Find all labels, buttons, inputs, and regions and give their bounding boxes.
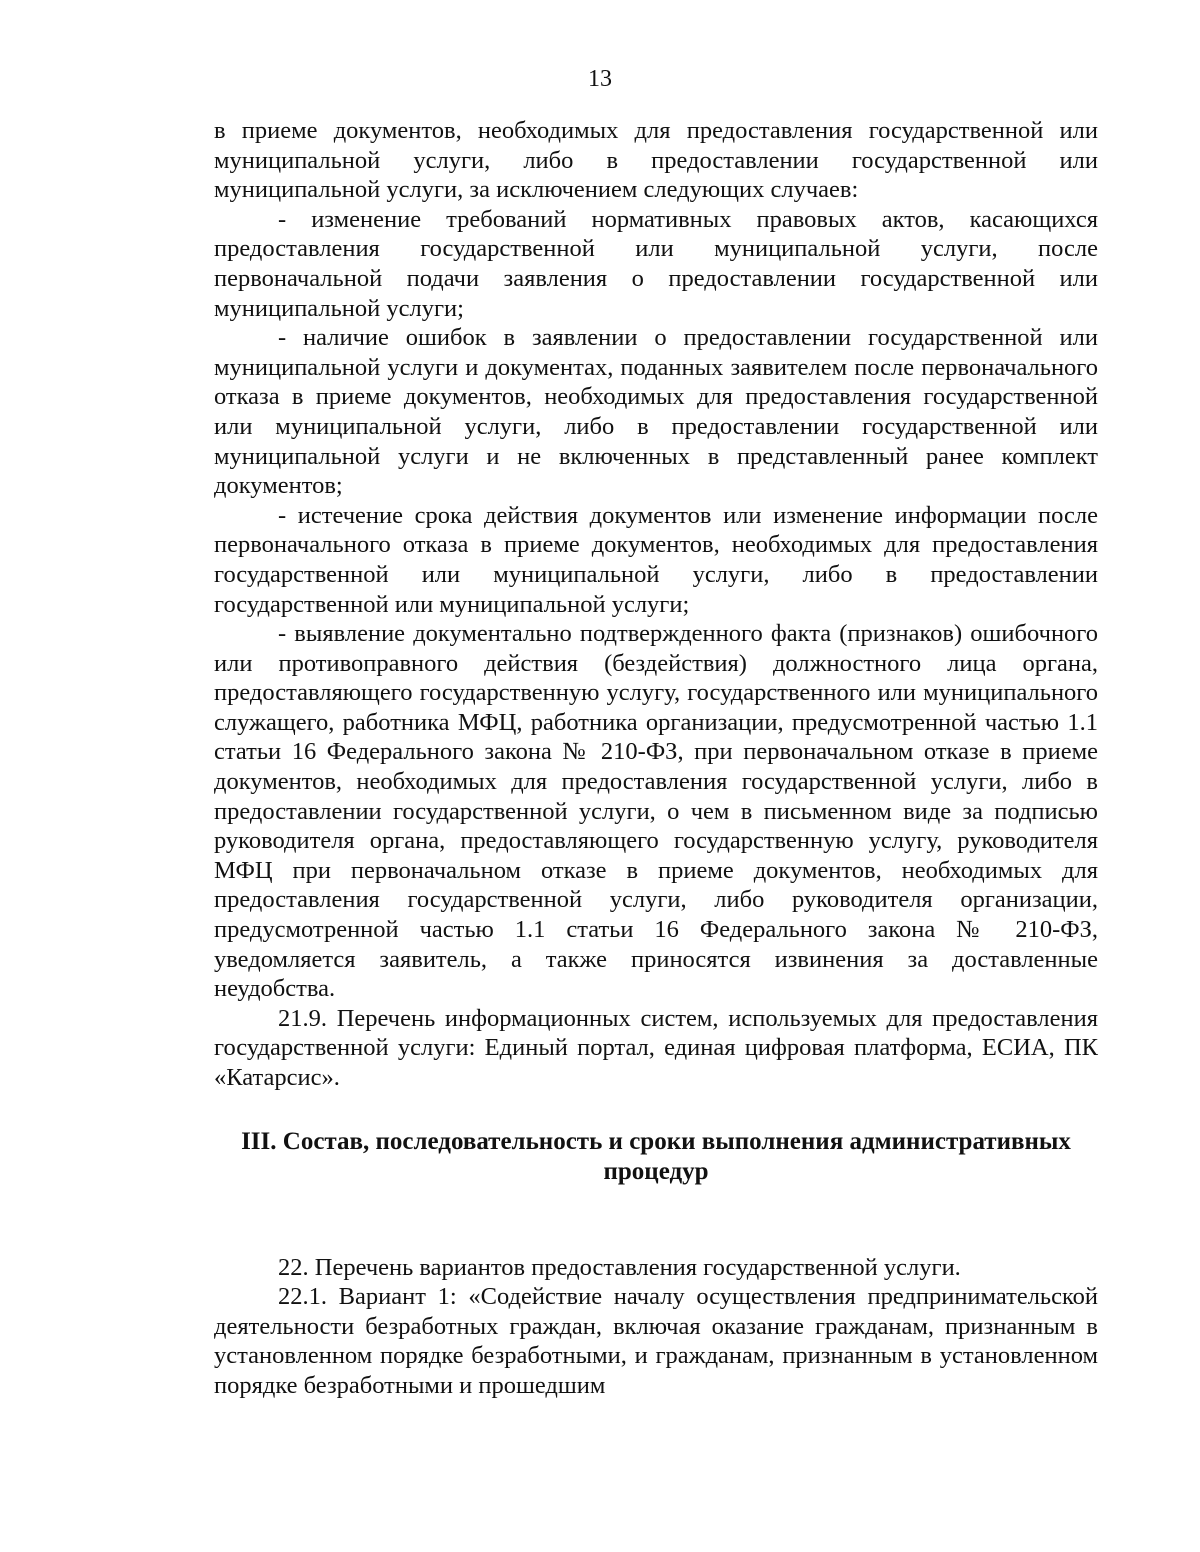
list-item: - выявление документально подтвержденного факта (признаков) ошибочного или противоправного действия (бездействия) должностного лица органа, предоставляющего государственную услугу, государственного или муниципального служащего, работника МФЦ, работника организации, предусмотренной частью 1.1 статьи 16 Федерального закона № 210-ФЗ, при первоначальном отказе в приеме документов, необходимых для предоставления государственной услуги, либо в предоставлении государственной услуги, о чем в письменном виде за подписью руководителя органа, предоставляющего государственную услугу, руководителя МФЦ при первоначальном отказе в приеме документов, необходимых для предоставления государственной услуги, либо руководителя организации, предусмотренной частью 1.1 статьи 16 Федерального закона № 210-ФЗ, уведомляется заявитель, а также приносятся извинения за доставленные неудобства. bbox=[214, 620, 1098, 1003]
paragraph: 22. Перечень вариантов предоставления государственной услуги. bbox=[278, 1253, 961, 1281]
paragraph: 21.9. Перечень информационных систем, используемых для предоставления государственной услуги: Единый портал, единая цифровая платформа, ЕСИА, ПК «Катарсис». bbox=[214, 1004, 1098, 1091]
page-number: 13 bbox=[588, 66, 612, 92]
document-body bbox=[214, 116, 1098, 1401]
list-item: - наличие ошибок в заявлении о предоставлении государственной или муниципальной услуги и документах, поданных заявителем после первоначального отказа в приеме документов, необходимых для предоставления государственной или муниципальной услуги, либо в предоставлении государственной или муниципальной услуги и не включенных в представленный ранее комплект документов; bbox=[214, 324, 1098, 500]
section-heading bbox=[214, 1127, 1098, 1187]
section-heading-line: процедур bbox=[603, 1157, 709, 1185]
paragraph: 22.1. Вариант 1: «Содействие началу осуществления предпринимательской деятельности безработных граждан, включая оказание гражданам, признанным в установленном порядке безработными, и гражданам, признанным в установленном порядке безработными и прошедшим bbox=[214, 1283, 1098, 1399]
paragraph: в приеме документов, необходимых для предоставления государственной или муниципальной услуги, либо в предоставлении государственной или муниципальной услуги, за исключением следующих случаев: bbox=[214, 117, 1098, 204]
section-heading-line: III. Состав, последовательность и сроки выполнения административных bbox=[241, 1127, 1071, 1155]
list-item: - истечение срока действия документов или изменение информации после первоначального отказа в приеме документов, необходимых для предоставления государственной или муниципальной услуги, либо в предоставлении государственной или муниципальной услуги; bbox=[214, 501, 1098, 618]
list-item: - изменение требований нормативных правовых актов, касающихся предоставления государственной или муниципальной услуги, после первоначальной подачи заявления о предоставлении государственной или муниципальной услуги; bbox=[214, 205, 1098, 322]
